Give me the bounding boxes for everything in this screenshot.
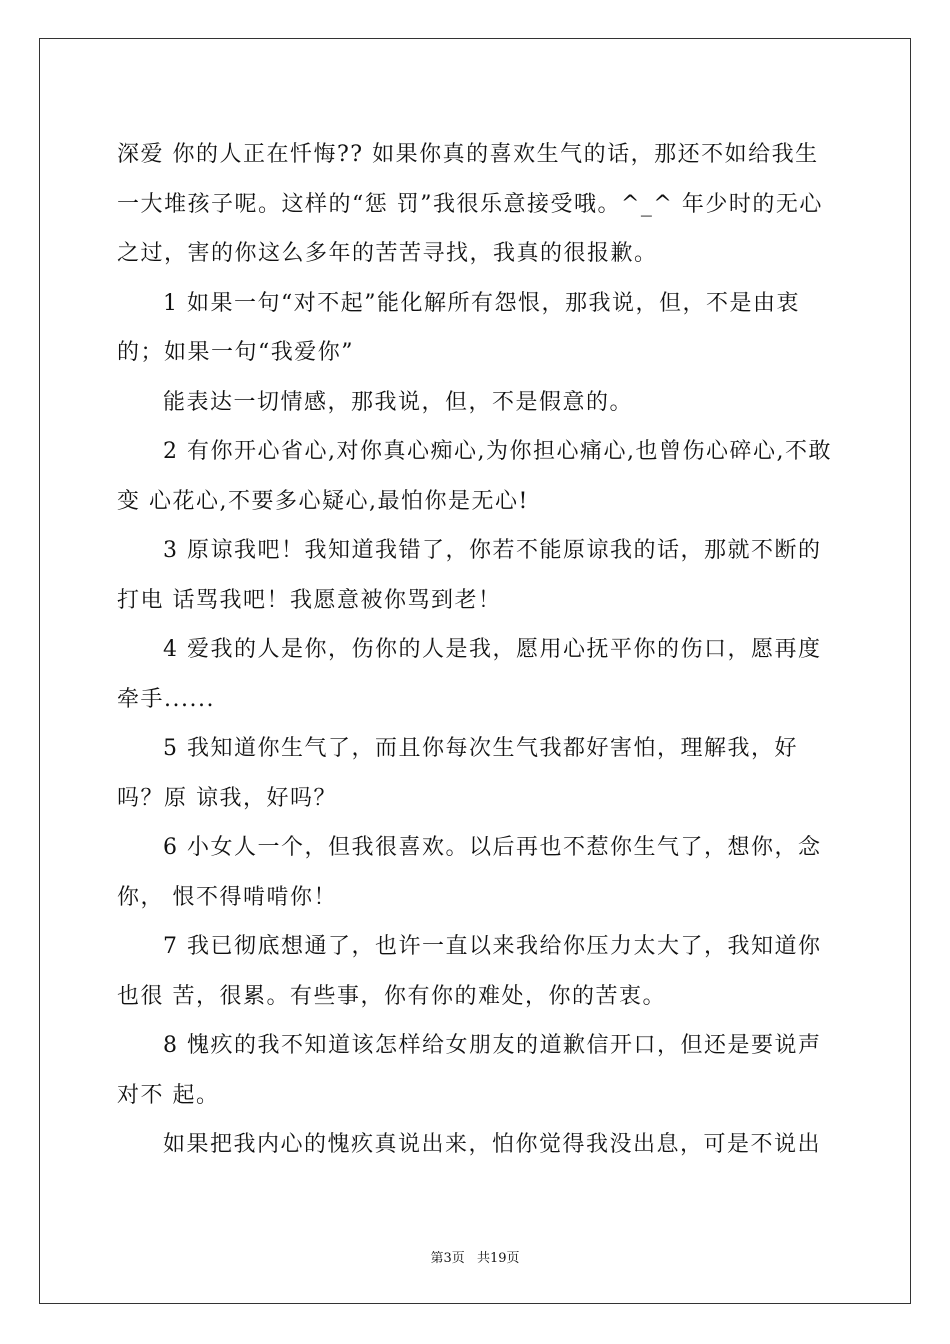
page-total: 共19页 <box>476 1251 520 1266</box>
page-footer <box>0 1247 950 1266</box>
paragraph-2: 1 如果一句“对不起”能化解所有怨恨，那我说，但，不是由衷的；如果一句“我爱你” <box>117 290 800 365</box>
paragraph-4: 2 有你开心省心,对你真心痴心,为你担心痛心,也曾伤心碎心,不敢变 心花心,不要多心疑心,最怕你是无心! <box>117 439 832 514</box>
paragraph-10: 8 愧疚的我不知道该怎样给女朋友的道歉信开口，但还是要说声对不 起。 <box>117 1033 822 1108</box>
document-body <box>117 130 837 1170</box>
paragraph-3: 能表达一切情感，那我说，但，不是假意的。 <box>163 389 634 415</box>
paragraph-7: 5 我知道你生气了，而且你每次生气我都好害怕，理解我，好吗？原 谅我，好吗？ <box>117 736 798 811</box>
paragraph-6: 4 爱我的人是你，伤你的人是我，愿用心抚平你的伤口，愿再度牵手...... <box>117 637 822 712</box>
paragraph-11: 如果把我内心的愧疚真说出来，怕你觉得我没出息，可是不说出 <box>163 1132 822 1157</box>
paragraph-5: 3 原谅我吧！我知道我错了，你若不能原谅我的话，那就不断的打电 话骂我吧！我愿意被你骂到老！ <box>117 538 822 613</box>
paragraph-8: 6 小女人一个，但我很喜欢。以后再也不惹你生气了，想你，念你， 恨不得啃啃你！ <box>117 835 822 910</box>
paragraph-1: 深爱 你的人正在忏悔?? 如果你真的喜欢生气的话，那还不如给我生一大堆孩子呢。这样的“惩 罚”我很乐意接受哦。^_^ 年少时的无心之过，害的你这么多年的苦苦寻找，我真的很报歉。 <box>117 142 823 266</box>
page-number: 第3页 <box>430 1251 465 1266</box>
paragraph-9: 7 我已彻底想通了，也许一直以来我给你压力太大了，我知道你也很 苦，很累。有些事，你有你的难处，你的苦衷。 <box>117 934 822 1009</box>
